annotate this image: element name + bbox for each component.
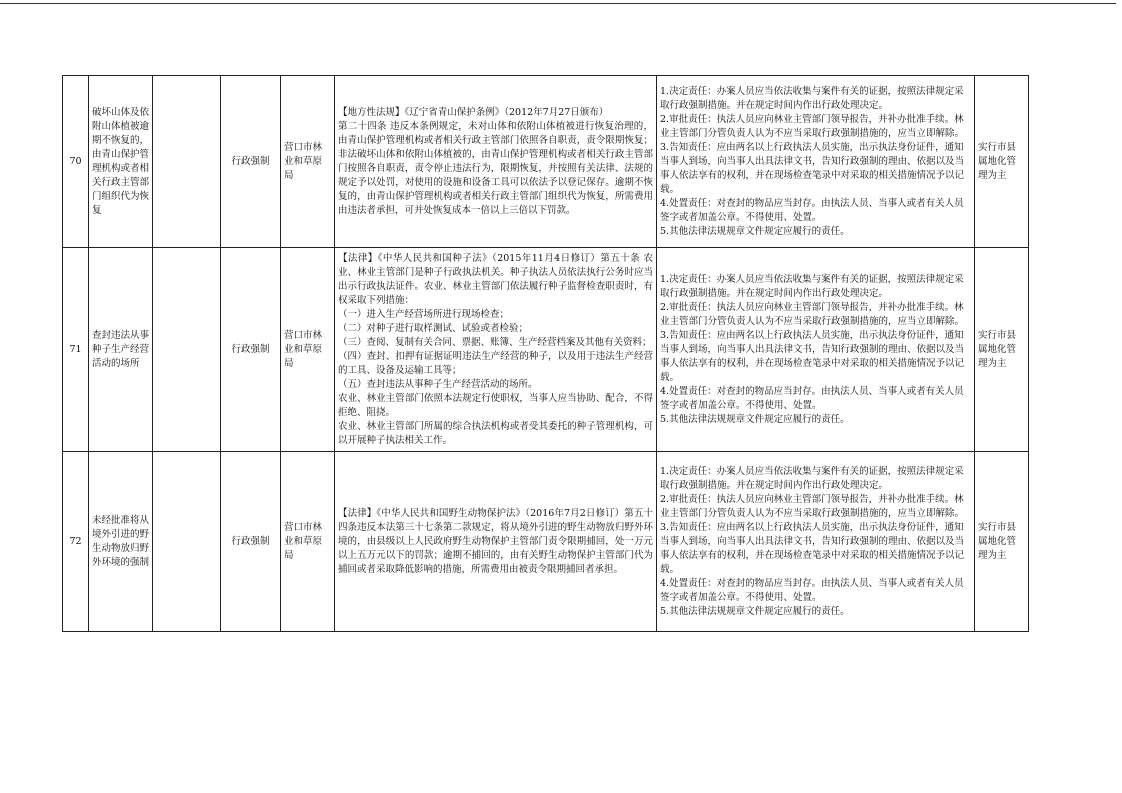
legal-basis-line: （四）查封、扣押有证据证明违法生产经营的种子，以及用于违法生产经营的工具、设备及运输工具等； — [338, 350, 653, 376]
responsibility-item: 1.决定责任：办案人员应当依法收集与案件有关的证据，按照法律规定采取行政强制措施。并在规定时间内作出行政处理决定。 — [660, 273, 964, 299]
power-category: 行政强制 — [221, 248, 281, 452]
responsibility-item: 2.审批责任：执法人员应向林业主管部门领导报告，并补办批准手续。林业主管部门分管负责人认为不应当采取行政强制措施的，应当立即解除。 — [660, 301, 965, 327]
responsibility-item: 3.告知责任：应由两名以上行政执法人员实施，出示执法身份证件，通知当事人到场，向当事人出具法律文书，告知行政强制的理由、依据以及当事人依法享有的权利，并在现场检查笔录中对采取的相关措施情况予以记载。 — [660, 141, 965, 195]
responsibility-item: 5.其他法律法规规章文件规定应履行的责任。 — [660, 413, 850, 425]
table-row — [63, 248, 1029, 452]
responsibility-item: 1.决定责任：办案人员应当依法收集与案件有关的证据，按照法律规定采取行政强制措施。并在规定时间内作出行政处理决定。 — [660, 85, 964, 111]
implementing-department: 营口市林业和草原局 — [281, 452, 335, 632]
responsibility-item: 5.其他法律法规规章文件规定应履行的责任。 — [660, 225, 850, 237]
item-number: 72 — [63, 452, 89, 632]
legal-basis — [335, 452, 657, 632]
legal-basis-line: 【法律】《中华人民共和国野生动物保护法》（2016年7月2日修订）第五十四条违反本法第三十七条第二款规定，将从境外引进的野生动物放归野外环境的，由县级以上人民政府野生动物保护主管部门责令限期捕回，处一万元以上五万元以下的罚款；逾期不捕回的，由有关野生动物保护主管部门代为捕回或者采取降低影响的措施，所需费用由被责令限期捕回者承担。 — [338, 507, 653, 575]
responsibility-item: 4.处置责任：对查封的物品应当封存。由执法人员、当事人或者有关人员签字或者加盖公章。不得使用、处置。 — [660, 577, 964, 603]
sub-item — [153, 76, 221, 248]
legal-basis-line: 农业、林业主管部门依照本法规定行使职权，当事人应当协助、配合，不得拒绝、阻挠。 — [338, 392, 653, 418]
table-row — [63, 452, 1029, 632]
legal-basis — [335, 248, 657, 452]
responsibility-list — [657, 452, 975, 632]
remark: 实行市县属地化管理为主 — [975, 452, 1029, 632]
implementing-department: 营口市林业和草原局 — [281, 248, 335, 452]
legal-basis-line: （五）查封违法从事种子生产经营活动的场所。 — [338, 378, 538, 390]
responsibility-item: 3.告知责任：应由两名以上行政执法人员实施，出示执法身份证件，通知当事人到场，向当事人出具法律文书，告知行政强制的理由、依据以及当事人依法享有的权利，并在现场检查笔录中对采取的相关措施情况予以记载。 — [660, 521, 965, 575]
legal-basis-line: 农业、林业主管部门所属的综合执法机构或者受其委托的种子管理机构，可以开展种子执法相关工作。 — [338, 420, 653, 446]
page-top-rule — [0, 3, 1116, 4]
item-number: 70 — [63, 76, 89, 248]
power-list-table — [62, 75, 1029, 632]
sub-item — [153, 248, 221, 452]
legal-basis-line: （一）进入生产经营场所进行现场检查； — [338, 308, 510, 320]
responsibility-list — [657, 76, 975, 248]
legal-basis-line: （二）对种子进行取样测试、试验或者检验； — [338, 322, 529, 334]
responsibility-item: 4.处置责任：对查封的物品应当封存。由执法人员、当事人或者有关人员签字或者加盖公章。不得使用、处置。 — [660, 197, 964, 223]
legal-basis — [335, 76, 657, 248]
responsibility-item: 4.处置责任：对查封的物品应当封存。由执法人员、当事人或者有关人员签字或者加盖公章。不得使用、处置。 — [660, 385, 964, 411]
item-name: 查封违法从事种子生产经营活动的场所 — [89, 248, 153, 452]
legal-basis-line: （三）查阅、复制有关合同、票据、账簿、生产经营档案及其他有关资料； — [338, 336, 652, 348]
responsibility-item: 5.其他法律法规规章文件规定应履行的责任。 — [660, 605, 850, 617]
legal-basis-line: 第二十四条 违反本条例规定，未对山体和依附山体植被进行恢复治理的，由青山保护管理机构或者相关行政主管部门依照各自职责，责令限期恢复；非法破坏山体和依附山体植被的，由青山保护管理机构或者相关行政主管部门按照各自职责，责令停止违法行为，限期恢复，并按照有关法律、法规的规定予以处罚，对使用的设施和设备工具可以依法予以登记保存。逾期不恢复的，由青山保护管理机构或者相关行政主管部门组织代为恢复，所需费用由违法者承担，可并处恢复成本一倍以上三倍以下罚款。 — [338, 120, 653, 216]
responsibility-item: 3.告知责任：应由两名以上行政执法人员实施，出示执法身份证件，通知当事人到场，向当事人出具法律文书，告知行政强制的理由、依据以及当事人依法享有的权利，并在现场检查笔录中对采取的相关措施情况予以记载。 — [660, 329, 965, 383]
table-row — [63, 76, 1029, 248]
responsibility-item: 2.审批责任：执法人员应向林业主管部门领导报告，并补办批准手续。林业主管部门分管负责人认为不应当采取行政强制措施的，应当立即解除。 — [660, 493, 965, 519]
sub-item — [153, 452, 221, 632]
responsibility-list — [657, 248, 975, 452]
item-name: 未经批准将从境外引进的野生动物放归野外环境的强制 — [89, 452, 153, 632]
item-name: 破坏山体及依附山体植被逾期不恢复的，由青山保护管理机构或者相关行政主管部门组织代为恢复 — [89, 76, 153, 248]
power-category: 行政强制 — [221, 452, 281, 632]
implementing-department: 营口市林业和草原局 — [281, 76, 335, 248]
remark: 实行市县属地化管理为主 — [975, 248, 1029, 452]
legal-basis-line: 【地方性法规】《辽宁省青山保护条例》（2012年7月27日颁布） — [338, 106, 609, 118]
responsibility-item: 2.审批责任：执法人员应向林业主管部门领导报告，并补办批准手续。林业主管部门分管负责人认为不应当采取行政强制措施的，应当立即解除。 — [660, 113, 965, 139]
responsibility-item: 1.决定责任：办案人员应当依法收集与案件有关的证据，按照法律规定采取行政强制措施。并在规定时间内作出行政处理决定。 — [660, 465, 964, 491]
remark: 实行市县属地化管理为主 — [975, 76, 1029, 248]
item-number: 71 — [63, 248, 89, 452]
legal-basis-line: 【法律】《中华人民共和国种子法》（2015年11月4日修订）第五十条 农业、林业主管部门是种子行政执法机关。种子执法人员依法执行公务时应当出示行政执法证件。农业、林业主管部门依法履行种子监督检查职责时，有权采取下列措施： — [338, 252, 653, 306]
power-category: 行政强制 — [221, 76, 281, 248]
